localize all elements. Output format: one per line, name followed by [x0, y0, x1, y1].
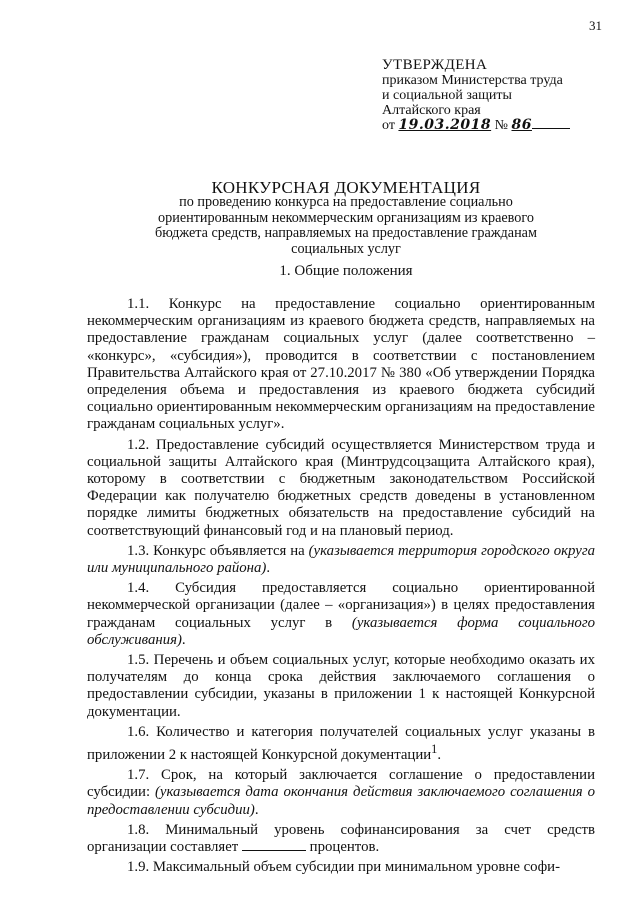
paragraph-1-3-end: . — [266, 560, 271, 577]
paragraph-1-5: 1.5. Перечень и объем социальных услуг, которые необходимо оказать их получателям до конца срока действия заключаемого соглашения о предоставлении субсидии, указаны в приложении 1 к настоящей Конкурсной документации. — [87, 652, 595, 720]
handwritten-number: 86 — [511, 117, 532, 133]
percent-blank — [242, 850, 306, 851]
paragraph-1-8-end: процентов. — [305, 839, 380, 856]
paragraph-1-4-placeholder: (указывается форма социального обслуживания) — [87, 614, 595, 648]
paragraph-1-7-end: . — [254, 801, 259, 818]
paragraph-1-4-end: . — [181, 631, 186, 648]
document-title: КОНКУРСНАЯ ДОКУМЕНТАЦИЯ — [211, 178, 481, 197]
page-number: 31 — [589, 18, 602, 33]
paragraph-1-7-placeholder: (указывается дата окончания действия заключаемого соглашения о предоставлении субсидии) — [87, 784, 595, 818]
paragraph-1-7-text: 1.7. Срок, на который заключается соглашение о предоставлении субсидии: — [87, 767, 595, 801]
from-label: от — [382, 118, 395, 133]
document-subtitle: по проведению конкурса на предоставление социально ориентированным некоммерческим организациям из краевого бюджета средств, направляемых на предоставление гражданам социальных услуг — [155, 194, 537, 257]
approval-line-3: Алтайского края — [382, 103, 481, 118]
paragraph-1-6-text: 1.6. Количество и категория получателей социальных услуг указаны в приложении 2 к настоящей Конкурсной документации — [87, 723, 595, 763]
paragraph-1-3 — [87, 543, 595, 577]
approval-stamp — [382, 58, 622, 133]
approval-line-1: приказом Министерства труда — [382, 73, 563, 88]
paragraph-1-3-text: 1.3. Конкурс объявляется на — [127, 542, 309, 559]
paragraph-1-6-end: . — [437, 747, 442, 763]
handwritten-date: 19.03.2018 — [398, 117, 492, 133]
document-body — [87, 296, 595, 879]
paragraph-1-8-text: 1.8. Минимальный уровень софинансирования за счет средств организации составляет — [87, 821, 595, 856]
paragraph-1-2: 1.2. Предоставление субсидий осуществляется Министерством труда и социальной защиты Алтайского края (Минтрудсоцзащита Алтайского края), которому в соответствии с бюджетным законодательством Российской Федерации как получателю бюджетных средств доведены в установленном порядке лимиты бюджетных обязательств на предоставление субсидий на соответствующий финансовый год и на плановый период. — [87, 436, 595, 539]
approval-date-line — [382, 118, 622, 133]
paragraph-1-7 — [87, 767, 595, 819]
paragraph-1-3-placeholder: (указывается территория городского округа или муниципального района) — [87, 542, 595, 577]
paragraph-1-4 — [87, 580, 595, 649]
paragraph-1-1: 1.1. Конкурс на предоставление социально ориентированным некоммерческим организациям из краевого бюджета средств, направляемых на предоставление гражданам социальных услуг (далее соответственно – «конкурс», «субсидия»), проводится в соответствии с постановлением Правительства Алтайского края от 27.10.2017 № 380 «Об утверждении Порядка определения объема и предоставления из краевого бюджета субсидий социально ориентированным некоммерческим организациям на предоставление гражданам социальных услуг». — [87, 296, 595, 433]
paragraph-1-8 — [87, 822, 595, 856]
signature-underline — [532, 128, 570, 129]
paragraph-1-6 — [87, 724, 595, 764]
section-title: 1. Общие положения — [279, 263, 413, 279]
approval-line-2: и социальной защиты — [382, 88, 512, 103]
paragraph-1-9: 1.9. Максимальный объем субсидии при минимальном уровне софи- — [127, 859, 561, 876]
footnote-marker: 1 — [431, 742, 438, 757]
number-label: № — [494, 118, 508, 133]
paragraph-1-4-text: 1.4. Субсидия предоставляется социально ориентированной некоммерческой организации (далее – «организация») в целях предоставления гражданам социальных услуг в — [87, 580, 595, 631]
approval-title: УТВЕРЖДЕНА — [382, 57, 488, 73]
